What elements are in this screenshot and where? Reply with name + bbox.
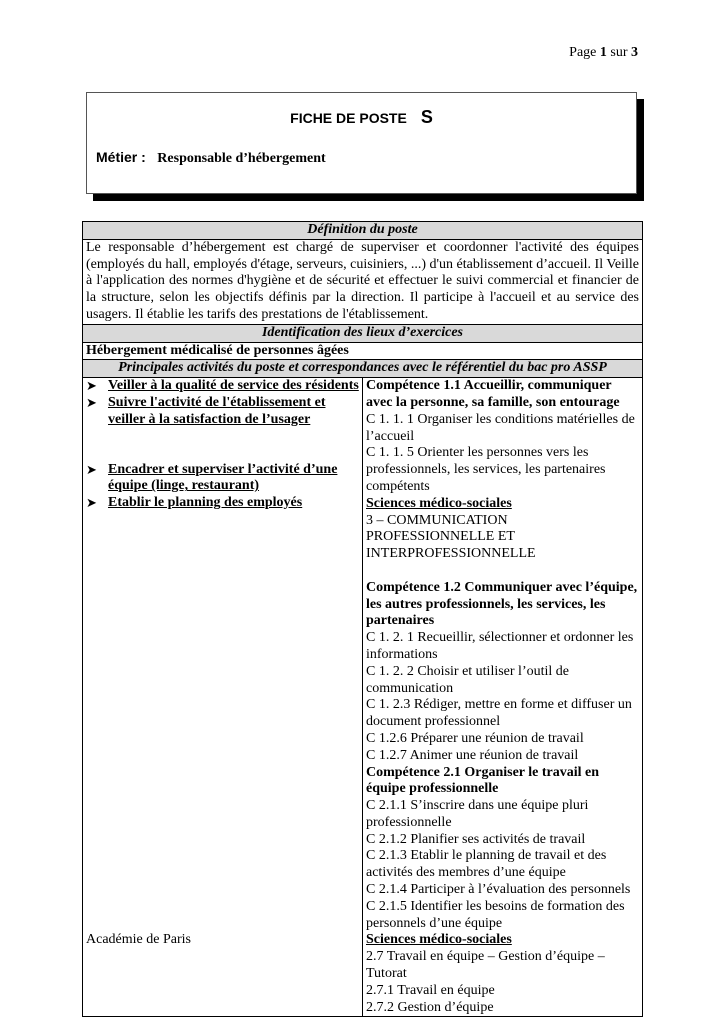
job-table: [82, 221, 643, 1017]
competence-item: C 2.1.1 S’inscrire dans une équipe pluri professionnelle: [366, 798, 589, 830]
sms-item: 2.7.1 Travail en équipe: [366, 982, 495, 998]
competence-item: C 2.1.2 Planifier ses activités de travail: [366, 831, 586, 847]
competence-item: C 1. 2. 1 Recueillir, sélectionner et ordonner les informations: [366, 630, 634, 662]
arrow-bullet-icon: ➤: [86, 461, 97, 477]
arrow-bullet-icon: ➤: [86, 394, 97, 410]
page-total: 3: [631, 45, 638, 60]
competence-item: C 1. 1. 5 Orienter les personnes vers les professionnels, les services, les partenaires compétents: [366, 445, 606, 494]
fiche-title-text: FICHE DE POSTE: [290, 110, 407, 126]
competence-item: C 1. 2. 2 Choisir et utiliser l’outil de communication: [366, 663, 569, 696]
page-separator: sur: [610, 45, 628, 60]
sms-item: 3 – COMMUNICATION PROFESSIONNELLE ET INTERPROFESSIONNELLE: [366, 512, 536, 562]
competence-item: C 1.2.7 Animer une réunion de travail: [366, 747, 579, 763]
competences-list: [363, 378, 643, 1017]
sms-label: Sciences médico-sociales: [366, 932, 512, 948]
competence-title: Compétence 1.2 Communiquer avec l’équipe, les autres professionnels, les services, les partenaires: [366, 579, 638, 629]
sms-item: 2.7 Travail en équipe – Gestion d’équipe – Tutorat: [366, 949, 605, 982]
arrow-bullet-icon: ➤: [86, 495, 97, 511]
page-current: 1: [599, 45, 607, 60]
competence-item: C 1. 2.3 Rédiger, mettre en forme et diffuser un document professionnel: [366, 697, 632, 730]
page-prefix: Page: [569, 45, 597, 60]
activity-item: ➤ Encadrer et superviser l’activité d’une équipe (linge, restaurant): [86, 461, 338, 494]
definition-text: Le responsable d’hébergement est chargé de superviser et coordonner l'activité des équipes (employés du hall, employés d'étage, serveurs, cuisiniers, ...) d'un établissement d’accueil. Il Veille à l'application des normes d'hygiène et de sécurité et effectuer le suivi commercial et financier de la structure, selon les objectifs définis par la direction. Il participe à l'accueil et au service des usagers. Il établie les tarifs des prestations de l'établissement.: [83, 239, 643, 324]
sms-label: Sciences médico-sociales: [366, 495, 512, 511]
activity-group-1: [86, 378, 359, 428]
metier-line: [96, 149, 326, 168]
fiche-title-letter: S: [420, 107, 433, 127]
activites-heading: Principales activités du poste et correspondances avec le référentiel du bac pro ASSP: [83, 360, 643, 378]
lieux-heading: Identification des lieux d’exercices: [83, 324, 643, 342]
competence-item: C 2.1.4 Participer à l’évaluation des personnels: [366, 882, 631, 898]
competence-item: C 1.2.6 Préparer une réunion de travail: [366, 730, 584, 746]
activity-item: ➤ Etablir le planning des employés: [86, 495, 303, 511]
definition-heading: Définition du poste: [83, 222, 643, 240]
competence-item: C 1. 1. 1 Organiser les conditions matérielles de l’accueil: [366, 411, 635, 444]
metier-label: Métier :: [96, 149, 146, 165]
metier-value: Responsable d’hébergement: [157, 151, 326, 166]
arrow-bullet-icon: ➤: [86, 378, 97, 394]
competence-title: Compétence 2.1 Organiser le travail en équipe professionnelle: [366, 764, 600, 797]
page-number: [569, 45, 638, 62]
fiche-title: [87, 109, 636, 127]
activites-list: [83, 378, 363, 1017]
sms-item: 2.7.2 Gestion d’équipe: [366, 999, 494, 1015]
activity-item: ➤ Suivre l'activité de l'établissement et veiller à la satisfaction de l’usager: [86, 394, 326, 427]
activity-group-2: [86, 462, 359, 512]
competence-title: Compétence 1.1 Accueillir, communiquer avec la personne, sa famille, son entourage: [366, 378, 620, 410]
footer-text: Académie de Paris: [86, 932, 191, 947]
lieux-value: Hébergement médicalisé de personnes âgées: [83, 342, 643, 360]
competence-item: C 2.1.5 Identifier les besoins de formation des personnels d’une équipe: [366, 898, 625, 931]
competence-item: C 2.1.3 Etablir le planning de travail et des activités des membres d’une équipe: [366, 848, 607, 881]
activity-item: ➤ Veiller à la qualité de service des résidents: [86, 378, 359, 394]
header-box: [86, 92, 637, 194]
